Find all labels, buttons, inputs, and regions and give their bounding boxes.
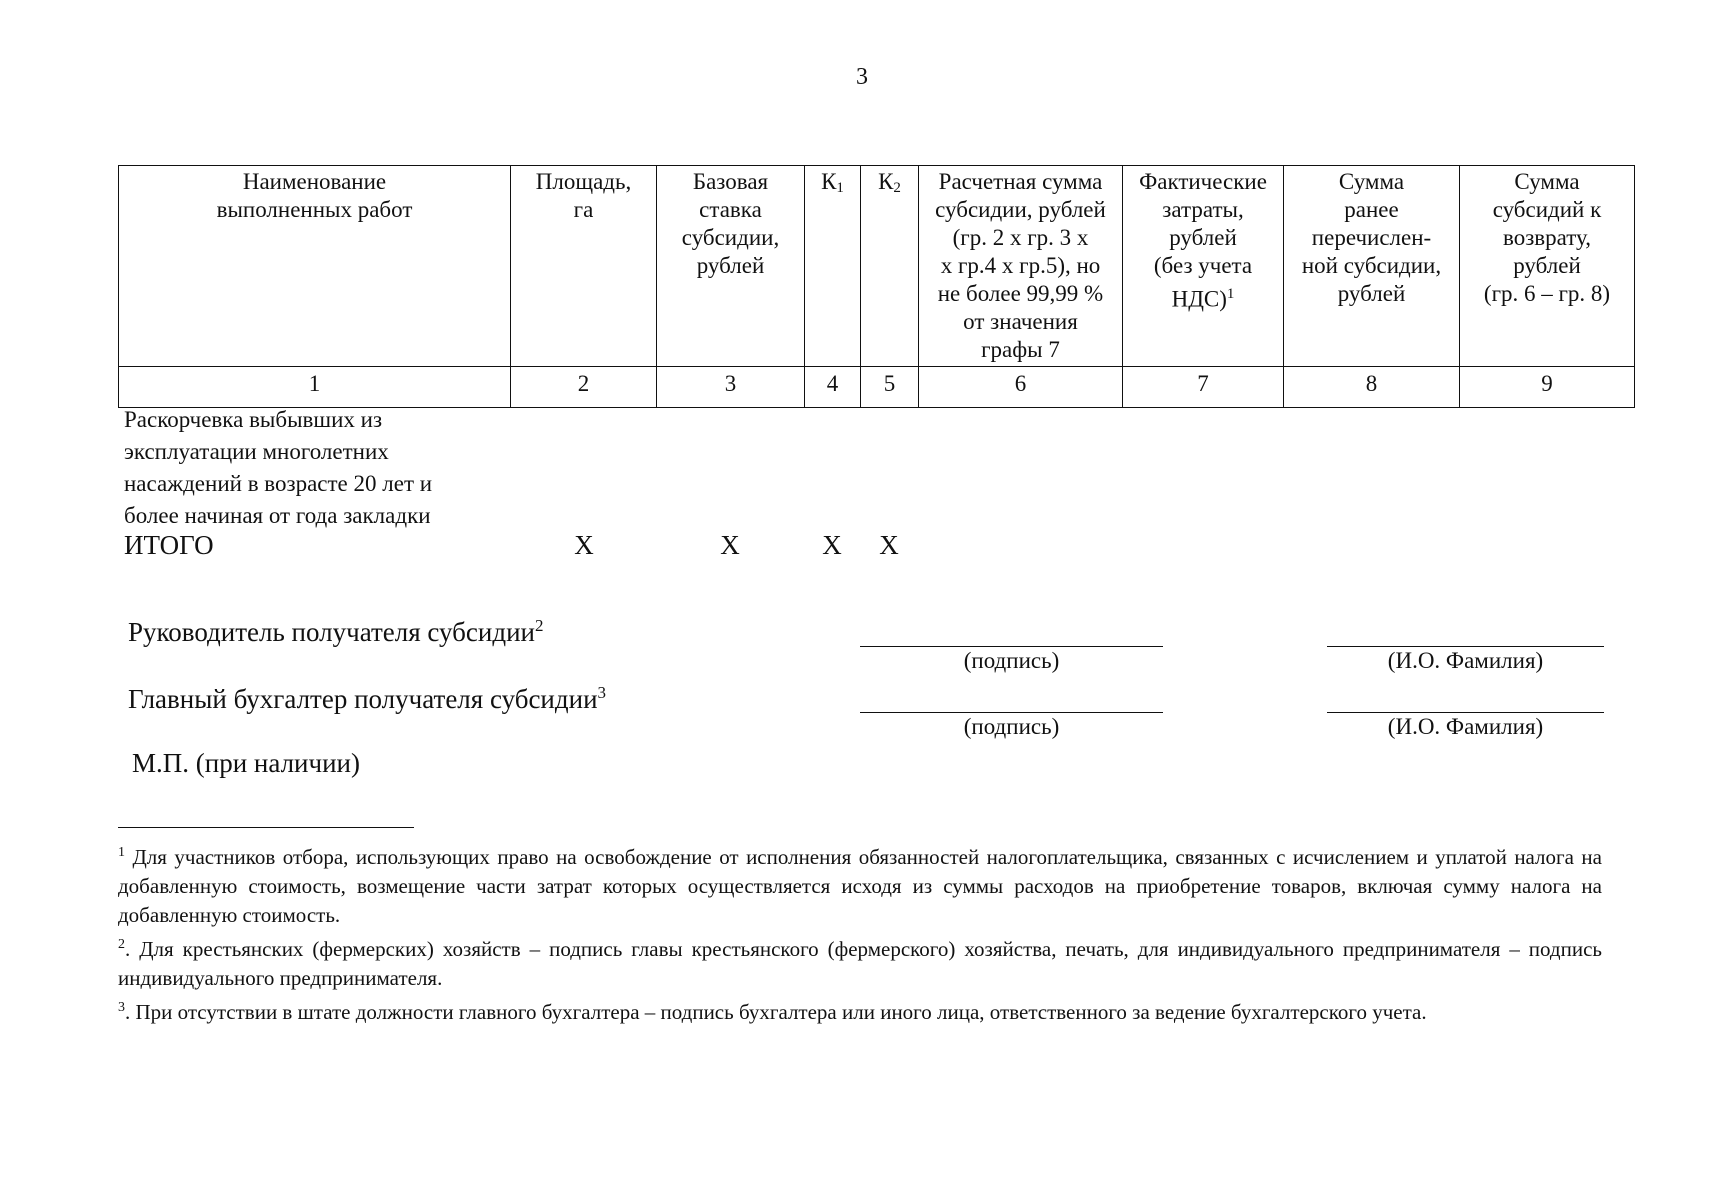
table-number-row [119, 367, 1635, 408]
footnote-divider [118, 827, 414, 828]
page-number: 3 [856, 64, 868, 90]
header-refund-sum: Сумма субсидий к возврату, рублей (гр. 6 – гр. 8) [1460, 166, 1635, 367]
footnote-3: $^3$. При отсутствии в штате должности главного бухгалтера – подпись бухгалтера или иного лица, ответственного за ведение бухгалтерского учета. [118, 1000, 1427, 1024]
header-area: Площадь, га [511, 166, 657, 367]
column-number: 2 [511, 367, 657, 408]
accountant-name-line [1327, 712, 1604, 713]
column-number: 3 [657, 367, 805, 408]
head-name-line [1327, 646, 1604, 647]
footnotes [118, 838, 1602, 1027]
column-number: 6 [919, 367, 1123, 408]
column-number: 8 [1284, 367, 1460, 408]
head-signature-line [860, 646, 1163, 647]
stamp-note: М.П. (при наличии) [132, 748, 360, 778]
column-number: 4 [805, 367, 861, 408]
footnote-2: $^2$. Для крестьянских (фермерских) хозяйств – подпись главы крестьянского (фермерского) хозяйства, печать, для индивидуального предпринимателя – подпись индивидуального предпринимателя. [118, 937, 1602, 990]
head-signature-caption: (подпись) [963, 648, 1060, 673]
total-mark-k1: Х [822, 530, 842, 560]
column-number: 9 [1460, 367, 1635, 408]
header-work-name: Наименование выполненных работ [119, 166, 511, 367]
column-number: 5 [861, 367, 919, 408]
total-mark-area: Х [574, 530, 594, 560]
subsidy-table [118, 165, 1635, 408]
table-header-row [119, 166, 1635, 367]
header-base-rate: Базовая ставка субсидии, рублей [657, 166, 805, 367]
head-name-caption: (И.О. Фамилия) [1387, 648, 1544, 673]
column-number: 7 [1123, 367, 1284, 408]
accountant-name-caption: (И.О. Фамилия) [1387, 714, 1544, 739]
footnote-1: $^1$ Для участников отбора, использующих право на освобождение от исполнения обязанностей налогоплательщика, связанных с исчислением и уплатой налога на добавленную стоимость, возмещение части затрат которых осуществляется исходя из суммы расходов на приобретение товаров, включая сумму налога на добавленную стоимость. [118, 845, 1602, 927]
accountant-signature-line [860, 712, 1163, 713]
work-row-name: Раскорчевка выбывших из эксплуатации многолетних насаждений в возрасте 20 лет и более начиная от года закладки [124, 407, 433, 528]
total-label: ИТОГО [124, 530, 214, 560]
header-calculated-sum: Расчетная сумма субсидии, рублей (гр. 2 х гр. 3 х х гр.4 х гр.5), но не более 99,99 % от значения графы 7 [919, 166, 1123, 367]
header-actual-costs: Фактические затраты, рублей (без учета НДС)$^1$ [1123, 166, 1284, 367]
header-k2: $К_2$ [861, 166, 919, 367]
total-mark-k2: Х [879, 530, 899, 560]
total-mark-base-rate: Х [720, 530, 740, 560]
header-transferred-sum: Сумма ранее перечислен- ной субсидии, рублей [1284, 166, 1460, 367]
column-number: 1 [119, 367, 511, 408]
head-signature-label: Руководитель получателя субсидии$^2$ [128, 616, 544, 647]
accountant-signature-label: Главный бухгалтер получателя субсидии$^3$ [128, 683, 607, 714]
header-k1: $К_1$ [805, 166, 861, 367]
accountant-signature-caption: (подпись) [963, 714, 1060, 739]
